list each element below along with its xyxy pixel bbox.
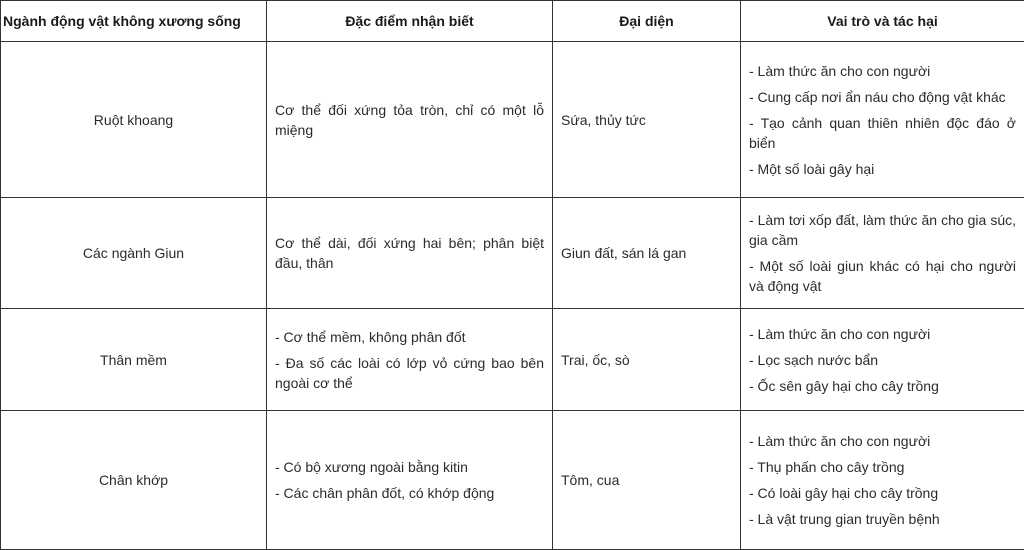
role-line: - Lọc sạch nước bẩn	[749, 350, 1016, 370]
phylum-cell: Ruột khoang	[1, 42, 267, 198]
representatives-cell: Trai, ốc, sò	[553, 309, 741, 411]
features-cell	[267, 309, 553, 411]
feature-line: - Các chân phân đốt, có khớp động	[275, 483, 544, 503]
header-phylum: Ngành động vật không xương sống	[1, 1, 267, 42]
table-row	[1, 411, 1024, 550]
table-row	[1, 42, 1024, 198]
representatives-cell: Giun đất, sán lá gan	[553, 198, 741, 309]
role-line: - Làm thức ăn cho con người	[749, 431, 1016, 451]
role-line: - Một số loài giun khác có hại cho người và động vật	[749, 256, 1016, 296]
roles-cell	[741, 198, 1024, 309]
header-representatives: Đại diện	[553, 1, 741, 42]
features-cell	[267, 411, 553, 550]
phylum-cell: Thân mềm	[1, 309, 267, 411]
role-line: - Là vật trung gian truyền bệnh	[749, 509, 1016, 529]
role-line: - Cung cấp nơi ẩn náu cho động vật khác	[749, 87, 1016, 107]
role-line: - Ốc sên gây hại cho cây trồng	[749, 376, 1016, 396]
features-cell	[267, 198, 553, 309]
role-line: - Một số loài gây hại	[749, 159, 1016, 179]
role-line: - Làm tơi xốp đất, làm thức ăn cho gia súc, gia cầm	[749, 210, 1016, 250]
header-features: Đặc điểm nhận biết	[267, 1, 553, 42]
representatives-cell: Tôm, cua	[553, 411, 741, 550]
roles-cell	[741, 42, 1024, 198]
role-line: - Tạo cảnh quan thiên nhiên độc đáo ở biển	[749, 113, 1016, 153]
feature-line: Cơ thể đối xứng tỏa tròn, chỉ có một lỗ miệng	[275, 100, 544, 140]
phylum-cell: Chân khớp	[1, 411, 267, 550]
feature-line: Cơ thể dài, đối xứng hai bên; phân biệt đầu, thân	[275, 233, 544, 273]
roles-cell	[741, 309, 1024, 411]
header-roles: Vai trò và tác hại	[741, 1, 1024, 42]
feature-line: - Cơ thể mềm, không phân đốt	[275, 327, 544, 347]
representatives-cell: Sứa, thủy tức	[553, 42, 741, 198]
roles-cell	[741, 411, 1024, 550]
feature-line: - Đa số các loài có lớp vỏ cứng bao bên ngoài cơ thể	[275, 353, 544, 393]
role-line: - Làm thức ăn cho con người	[749, 324, 1016, 344]
table-row	[1, 198, 1024, 309]
header-row	[1, 1, 1024, 42]
feature-line: - Có bộ xương ngoài bằng kitin	[275, 457, 544, 477]
features-cell	[267, 42, 553, 198]
role-line: - Làm thức ăn cho con người	[749, 61, 1016, 81]
role-line: - Có loài gây hại cho cây trồng	[749, 483, 1016, 503]
table-row	[1, 309, 1024, 411]
role-line: - Thụ phấn cho cây trồng	[749, 457, 1016, 477]
phylum-cell: Các ngành Giun	[1, 198, 267, 309]
